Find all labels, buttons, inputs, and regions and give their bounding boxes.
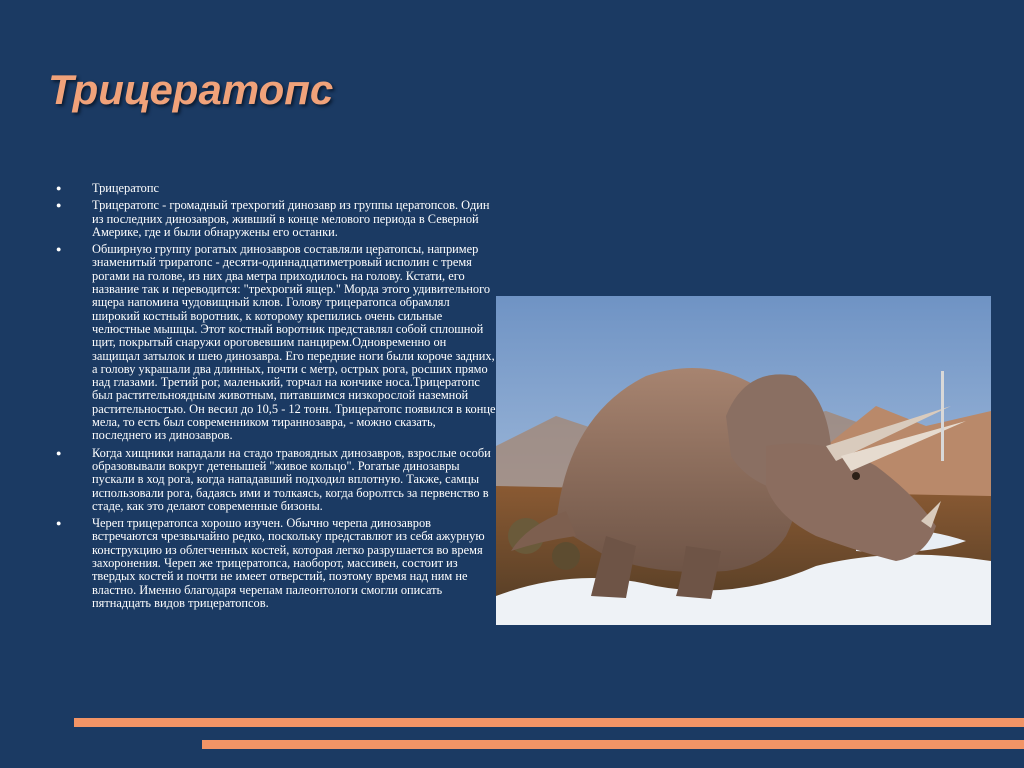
bullet-text: Обширную группу рогатых динозавров составляли цератопсы, например знаменитый триратопс - десяти-одиннадцатиметровый исполин с тремя рогами на голове, из них два метра приходилось на голову. Кстати, его название так и переводится: "трехрогий ящер." Морда этого удивительного ящера напомина чудовищный клюв. Голову трицератопса обрамлял широкий костный воротник, к которому крепились очень сильные челюстные мышцы. Этот костный воротник представлял собой сплошной щит, покрытый снаружи ороговевшим панцирем.Одновременно он защищал затылок и шею динозавра. Его передние ноги были короче задних, а голову украшали два длинных, почти с метр, острых рога, росших прямо над глазами. Третий рог, маленький, торчал на кончике носа.Трицератопс был растительноядным животным, питавшимся низкорослой наземной растительностью. Он весил до 10,5 - 12 тонн. Трицератопс появился в конце мела, то есть был современником тираннозавра, - можно сказать, последнего из динозавров. bbox=[92, 242, 496, 443]
accent-bar-bottom bbox=[202, 740, 1024, 749]
bullet-dot-icon: ● bbox=[56, 183, 62, 193]
bullet-item bbox=[56, 243, 496, 442]
bullet-text: Череп трицератопса хорошо изучен. Обычно черепа динозавров встречаются чрезвычайно редко, поскольку представлют из себя ажурную конструкцию из облегченных костей, которая легко разрушается во время захоронения. Череп же трицератопса, наоборот, массивен, состоит из твердых костей и почти не имеет отверстий, поэтому время над ним не властно. Именно благодаря черепам палеонтологи смогли описать пятнадцать видов трицератопсов. bbox=[92, 516, 485, 610]
triceratops-photo bbox=[496, 296, 991, 625]
slide-title: Трицератопс bbox=[48, 66, 334, 113]
bullet-list bbox=[56, 182, 496, 614]
bullet-item bbox=[56, 199, 496, 239]
accent-bar-top bbox=[74, 718, 1024, 727]
bullet-item bbox=[56, 447, 496, 513]
bullet-text: Трицератопс - громадный трехрогий динозавр из группы цератопсов. Один из последних динозавров, живший в конце мелового периода в Северной Америке, где и были обнаружены его останки. bbox=[92, 198, 490, 239]
bullet-item bbox=[56, 182, 496, 195]
bullet-dot-icon: ● bbox=[56, 244, 62, 255]
bullet-dot-icon: ● bbox=[56, 447, 62, 458]
bullet-dot-icon: ● bbox=[56, 518, 62, 529]
bullet-text: Трицератопс bbox=[92, 181, 160, 195]
bullet-text: Когда хищники нападали на стадо травоядных динозавров, взрослые особи образовывали вокруг детенышей "живое кольцо". Рогатые динозавры пускали в ход рога, когда нападавший подходил вплотную. Также, самцы использовали рога, бадаясь ими и толкаясь, когда боролтсь за первенство в стаде, как это делают современные бизоны. bbox=[92, 445, 491, 513]
bullet-dot-icon: ● bbox=[56, 200, 62, 211]
bullet-item bbox=[56, 517, 496, 610]
